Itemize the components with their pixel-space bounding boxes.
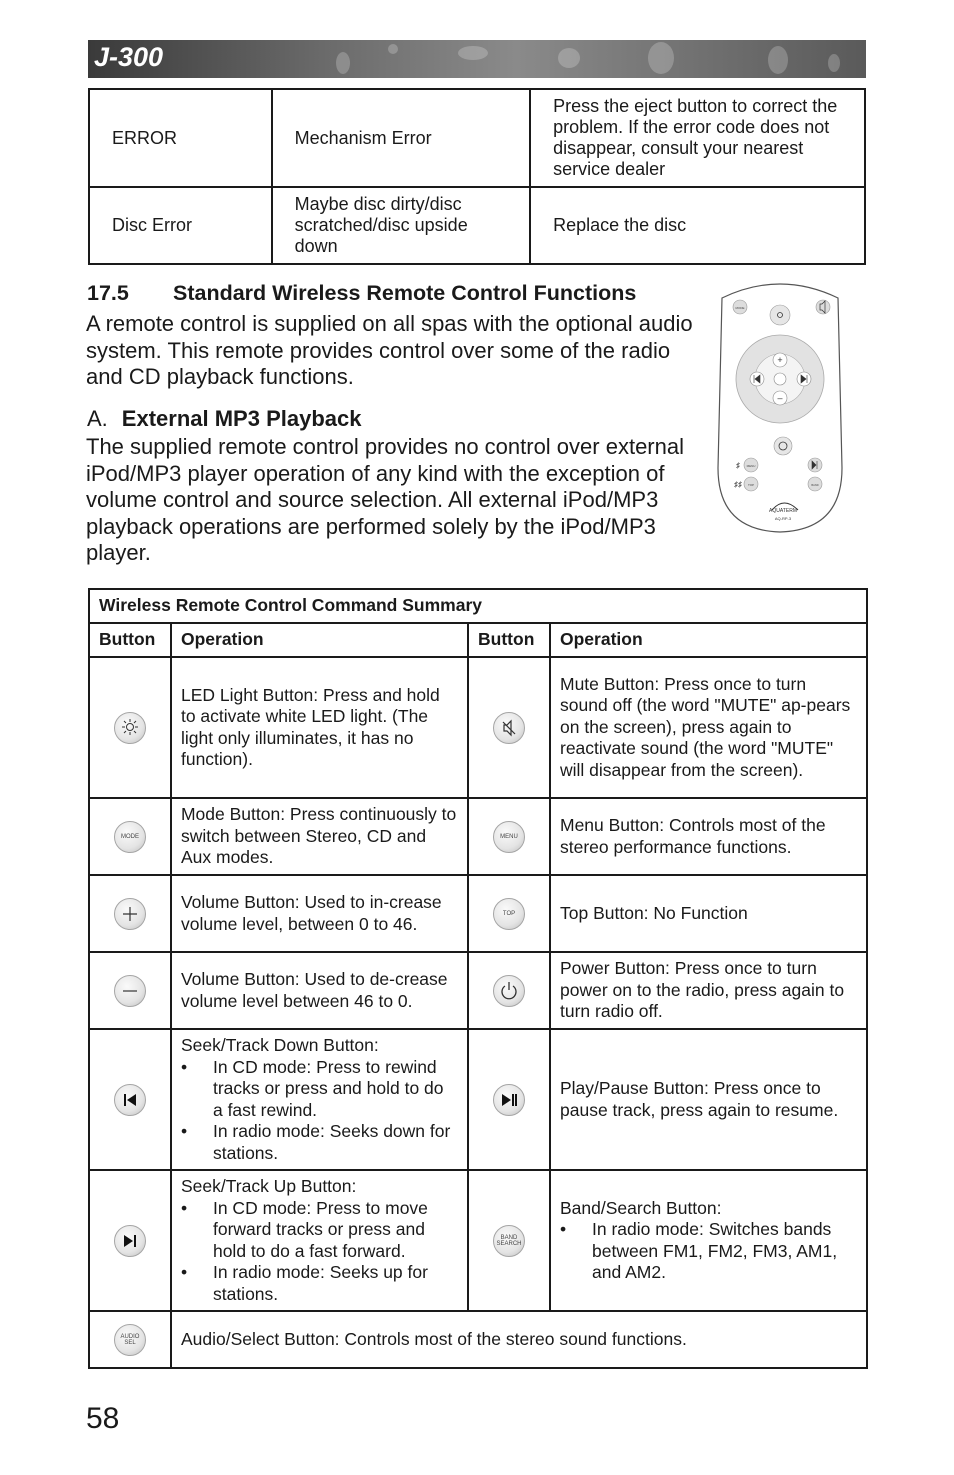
list-item: • In radio mode: Seeks down for stations. (181, 1121, 458, 1164)
operation-title: Seek/Track Up Button: (180, 1176, 357, 1196)
header-banner (88, 40, 866, 78)
table-row (89, 952, 867, 1029)
table-row (89, 187, 865, 264)
svg-text:MENU: MENU (746, 464, 756, 468)
error-solution: Press the eject button to correct the problem. If the error code does not disappear, consult your nearest service dealer (530, 89, 865, 187)
power-icon (493, 975, 525, 1007)
operation-text: Power Button: Press once to turn power on to the radio, press again to turn radio off. (550, 952, 867, 1029)
mode-icon (114, 821, 146, 853)
table-row (89, 798, 867, 875)
operation-text: Volume Button: Used to de-crease volume level between 46 to 0. (171, 952, 468, 1029)
doc-title: J-300 (94, 42, 164, 72)
table-caption-row (89, 589, 867, 623)
audio-select-icon-label (115, 1334, 145, 1346)
remote-control-image (712, 278, 848, 536)
skip-forward-icon (114, 1225, 146, 1257)
list-item: • In CD mode: Press to move forward tracks or press and hold to do a fast forward. (181, 1198, 458, 1263)
column-header: Operation (550, 623, 867, 657)
section-title: Standard Wireless Remote Control Functions (173, 281, 637, 305)
plus-icon (114, 898, 146, 930)
operation-text: Top Button: No Function (550, 875, 867, 952)
page-number: 58 (86, 1402, 120, 1435)
table-row (89, 1029, 867, 1170)
operation-text: Play/Pause Button: Press once to pause track, press again to resume. (550, 1029, 867, 1170)
svg-text:♯: ♯ (736, 461, 740, 470)
operation-text: LED Light Button: Press and hold to activate white LED light. (The light only illuminates, it has no function). (171, 657, 468, 798)
operation-title: Seek/Track Down Button: (180, 1035, 379, 1055)
operation-list (560, 1219, 857, 1284)
svg-text:MODE: MODE (735, 306, 745, 310)
list-item: • In CD mode: Press to rewind tracks or press and hold to do a fast rewind. (181, 1057, 458, 1122)
sel-label: SEL (124, 1339, 136, 1346)
intro-paragraph: A remote control is supplied on all spas with the optional audio system. This remote provides control over some of the radio and CD playback functions. (86, 311, 693, 389)
error-table (88, 88, 866, 265)
error-solution: Replace the disc (530, 187, 865, 264)
table-row (89, 1170, 867, 1311)
svg-text:+: + (777, 355, 783, 365)
subsection-heading (87, 406, 361, 432)
table-header-row (89, 623, 867, 657)
table-row (89, 89, 865, 187)
audio-label: AUDIO (120, 1333, 140, 1340)
mute-icon (493, 712, 525, 744)
command-summary-table (88, 588, 868, 1369)
band-search-icon (493, 1225, 525, 1257)
table-row (89, 875, 867, 952)
error-code: Disc Error (89, 187, 272, 264)
table-caption: Wireless Remote Control Command Summary (89, 589, 867, 623)
table-row (89, 1311, 867, 1368)
band-label: BAND (500, 1234, 518, 1241)
section-heading (87, 281, 636, 306)
operation-list (181, 1057, 458, 1165)
subsection-paragraph: The supplied remote control provides no control over external iPod/MP3 player operation of any kind with the exception of volume control and source selection. All external iPod/MP3 playback operations are performed solely by the iPod/MP3 player. (86, 434, 684, 565)
operation-text: Volume Button: Used to in-crease volume level, between 0 to 46. (171, 875, 468, 952)
column-header: Button (89, 623, 171, 657)
audio-select-icon (114, 1324, 146, 1356)
band-search-icon-label (494, 1235, 524, 1247)
table-row (89, 657, 867, 798)
operation-text: Audio/Select Button: Controls most of the stereo sound functions. (171, 1311, 867, 1368)
search-label: SEARCH (496, 1240, 522, 1247)
svg-text:BAND: BAND (811, 484, 819, 487)
error-cause: Mechanism Error (272, 89, 530, 187)
error-cause: Maybe disc dirty/disc scratched/disc upside down (272, 187, 530, 264)
subsection-title: External MP3 Playback (121, 406, 362, 431)
operation-title: Band/Search Button: (560, 1197, 722, 1218)
subsection-letter: A. (87, 406, 108, 431)
operation-cell (171, 1029, 468, 1170)
operation-text: Mute Button: Press once to turn sound off (the word "MUTE" ap-pears on the screen), press again to reactivate sound (the word "MUTE" will disappear from the screen). (550, 657, 867, 798)
menu-icon-label: MENU (500, 833, 518, 840)
column-header: Operation (171, 623, 468, 657)
mode-icon-label: MODE (120, 833, 139, 840)
list-item: • In radio mode: Switches bands between FM1, FM2, FM3, AM1, and AM2. (560, 1219, 857, 1284)
top-icon-label: TOP (502, 910, 516, 917)
svg-text:♯♯: ♯♯ (734, 480, 742, 489)
menu-icon (493, 821, 525, 853)
play-pause-icon (493, 1084, 525, 1116)
section-number: 17.5 (87, 281, 129, 305)
error-code: ERROR (89, 89, 272, 187)
operation-text: Menu Button: Controls most of the stereo performance functions. (550, 798, 867, 875)
svg-text:TOP: TOP (747, 483, 755, 487)
operation-cell (550, 1170, 867, 1311)
skip-back-icon (114, 1084, 146, 1116)
remote-brand: AQUATERM (769, 508, 797, 514)
top-icon (493, 898, 525, 930)
svg-text:–: – (777, 393, 783, 403)
minus-icon (114, 975, 146, 1007)
operation-text: Mode Button: Press continuously to switch between Stereo, CD and Aux modes. (171, 798, 468, 875)
operation-cell (171, 1170, 468, 1311)
led-light-icon (114, 712, 146, 744)
column-header: Button (468, 623, 550, 657)
list-item: • In radio mode: Seeks up for stations. (181, 1262, 458, 1305)
operation-list (181, 1198, 458, 1306)
remote-model: AQ-RP-3 (774, 516, 792, 521)
